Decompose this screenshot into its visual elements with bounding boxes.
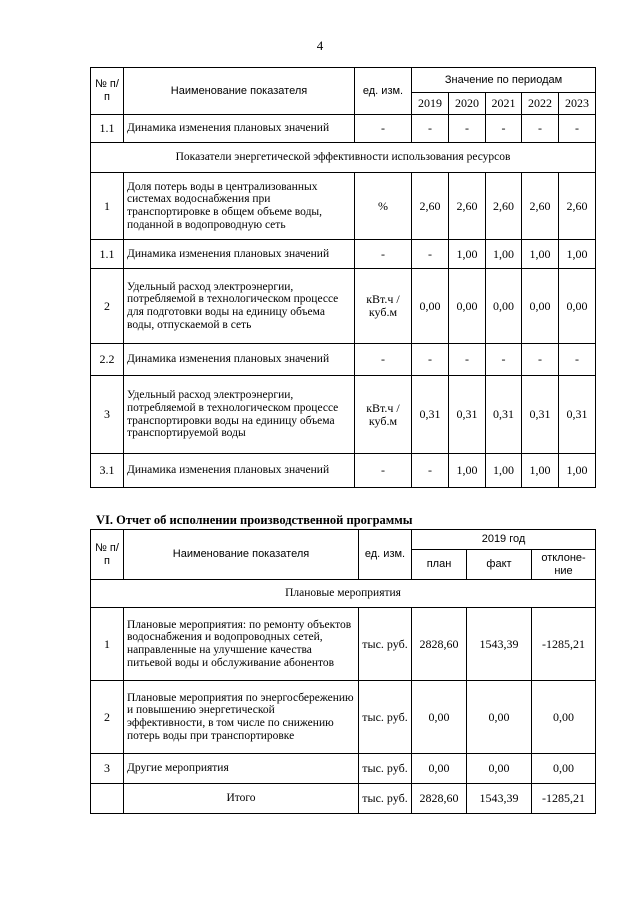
row-value: 0,31	[449, 376, 486, 454]
row-value: 1,00	[449, 240, 486, 269]
header-year: 2021	[486, 93, 522, 115]
row-name: Удельный расход электроэнергии, потребляемой в технологическом процессе для подготовки воды на единицу объема воды, отпускаемой в сеть	[124, 269, 355, 344]
header-num: № п/п	[91, 530, 124, 580]
row-fact: 0,00	[467, 754, 532, 784]
row-name: Динамика изменения плановых значений	[124, 344, 355, 376]
row-num: 3	[91, 376, 124, 454]
row-value: 0,31	[412, 376, 449, 454]
row-value: 2,60	[449, 173, 486, 240]
row-unit: тыс. руб.	[359, 754, 412, 784]
row-unit: -	[355, 115, 412, 143]
row-value: 2,60	[522, 173, 559, 240]
row-num: 2	[91, 681, 124, 754]
total-deviation: -1285,21	[532, 784, 596, 814]
row-value: 1,00	[522, 240, 559, 269]
row-name: Динамика изменения плановых значений	[124, 240, 355, 269]
section-title: VI. Отчет об исполнении производственной программы	[96, 513, 413, 527]
row-plan: 0,00	[412, 754, 467, 784]
row-name: Динамика изменения плановых значений	[124, 454, 355, 488]
table-row	[91, 173, 596, 240]
row-num: 1.1	[91, 240, 124, 269]
row-value: 2,60	[486, 173, 522, 240]
row-value: -	[449, 115, 486, 143]
table-row	[91, 240, 596, 269]
table-row	[91, 376, 596, 454]
header-name: Наименование показателя	[124, 530, 359, 580]
total-fact: 1543,39	[467, 784, 532, 814]
row-plan: 2828,60	[412, 608, 467, 681]
table-row	[91, 269, 596, 344]
table-row	[91, 344, 596, 376]
row-unit: -	[355, 344, 412, 376]
row-num: 3.1	[91, 454, 124, 488]
row-value: 1,00	[486, 454, 522, 488]
row-name: Динамика изменения плановых значений	[124, 115, 355, 143]
program-report-table	[90, 529, 596, 814]
row-num: 1.1	[91, 115, 124, 143]
row-value: -	[559, 115, 596, 143]
table-row	[91, 681, 596, 754]
table-row	[91, 754, 596, 784]
total-label: Итого	[124, 784, 359, 814]
header-plan: план	[412, 550, 467, 580]
header-deviation: отклоне-ние	[532, 550, 596, 580]
row-value: -	[412, 344, 449, 376]
row-value: -	[522, 115, 559, 143]
header-year: 2019	[412, 93, 449, 115]
section-row: Показатели энергетической эффективности использования ресурсов	[91, 143, 596, 173]
header-year: 2020	[449, 93, 486, 115]
row-num: 2	[91, 269, 124, 344]
row-value: 0,31	[486, 376, 522, 454]
row-plan: 0,00	[412, 681, 467, 754]
row-value: 0,00	[486, 269, 522, 344]
row-deviation: -1285,21	[532, 608, 596, 681]
row-fact: 1543,39	[467, 608, 532, 681]
row-num: 1	[91, 173, 124, 240]
row-value: 0,00	[449, 269, 486, 344]
row-value: 0,31	[522, 376, 559, 454]
table-row	[91, 454, 596, 488]
header-year: 2019 год	[412, 530, 596, 550]
row-num: 2.2	[91, 344, 124, 376]
row-name: Другие мероприятия	[124, 754, 359, 784]
row-value: -	[412, 115, 449, 143]
row-unit: кВт.ч / куб.м	[355, 376, 412, 454]
row-value: 1,00	[522, 454, 559, 488]
row-name: Плановые мероприятия: по ремонту объектов водоснабжения и водопроводных сетей, направленные на улучшение качества питьевой воды и обслуживание абонентов	[124, 608, 359, 681]
row-value: -	[449, 344, 486, 376]
row-num	[91, 784, 124, 814]
header-unit: ед. изм.	[359, 530, 412, 580]
row-unit: тыс. руб.	[359, 784, 412, 814]
row-unit: -	[355, 454, 412, 488]
row-value: 1,00	[486, 240, 522, 269]
header-periods: Значение по периодам	[412, 68, 596, 93]
row-deviation: 0,00	[532, 754, 596, 784]
row-value: -	[486, 344, 522, 376]
header-num: № п/п	[91, 68, 124, 115]
total-row	[91, 784, 596, 814]
row-value: 0,31	[559, 376, 596, 454]
section-row: Плановые мероприятия	[91, 580, 596, 608]
header-fact: факт	[467, 550, 532, 580]
row-value: 0,00	[559, 269, 596, 344]
row-unit: кВт.ч / куб.м	[355, 269, 412, 344]
row-unit: -	[355, 240, 412, 269]
page-number: 4	[316, 38, 324, 53]
table-row	[91, 115, 596, 143]
header-year: 2022	[522, 93, 559, 115]
row-name: Удельный расход электроэнергии, потребляемой в технологическом процессе транспортировки воды на единицу объема транспортируемой воды	[124, 376, 355, 454]
row-value: 1,00	[559, 240, 596, 269]
row-unit: тыс. руб.	[359, 608, 412, 681]
row-name: Доля потерь воды в централизованных системах водоснабжения при транспортировке в общем объеме воды, поданной в водопроводную сеть	[124, 173, 355, 240]
row-value: 0,00	[412, 269, 449, 344]
row-value: -	[412, 454, 449, 488]
row-fact: 0,00	[467, 681, 532, 754]
row-name: Плановые мероприятия по энергосбережению и повышению энергетической эффективности, в том числе по снижению потерь воды при транспортировке	[124, 681, 359, 754]
row-value: -	[486, 115, 522, 143]
row-num: 3	[91, 754, 124, 784]
row-value: 0,00	[522, 269, 559, 344]
row-value: 2,60	[559, 173, 596, 240]
row-num: 1	[91, 608, 124, 681]
indicators-table	[90, 67, 596, 488]
row-value: -	[559, 344, 596, 376]
row-deviation: 0,00	[532, 681, 596, 754]
row-value: 1,00	[559, 454, 596, 488]
header-name: Наименование показателя	[124, 68, 355, 115]
row-value: -	[412, 240, 449, 269]
row-unit: тыс. руб.	[359, 681, 412, 754]
row-unit: %	[355, 173, 412, 240]
row-value: 2,60	[412, 173, 449, 240]
table-row	[91, 608, 596, 681]
total-plan: 2828,60	[412, 784, 467, 814]
header-year: 2023	[559, 93, 596, 115]
row-value: 1,00	[449, 454, 486, 488]
row-value: -	[522, 344, 559, 376]
header-unit: ед. изм.	[355, 68, 412, 115]
